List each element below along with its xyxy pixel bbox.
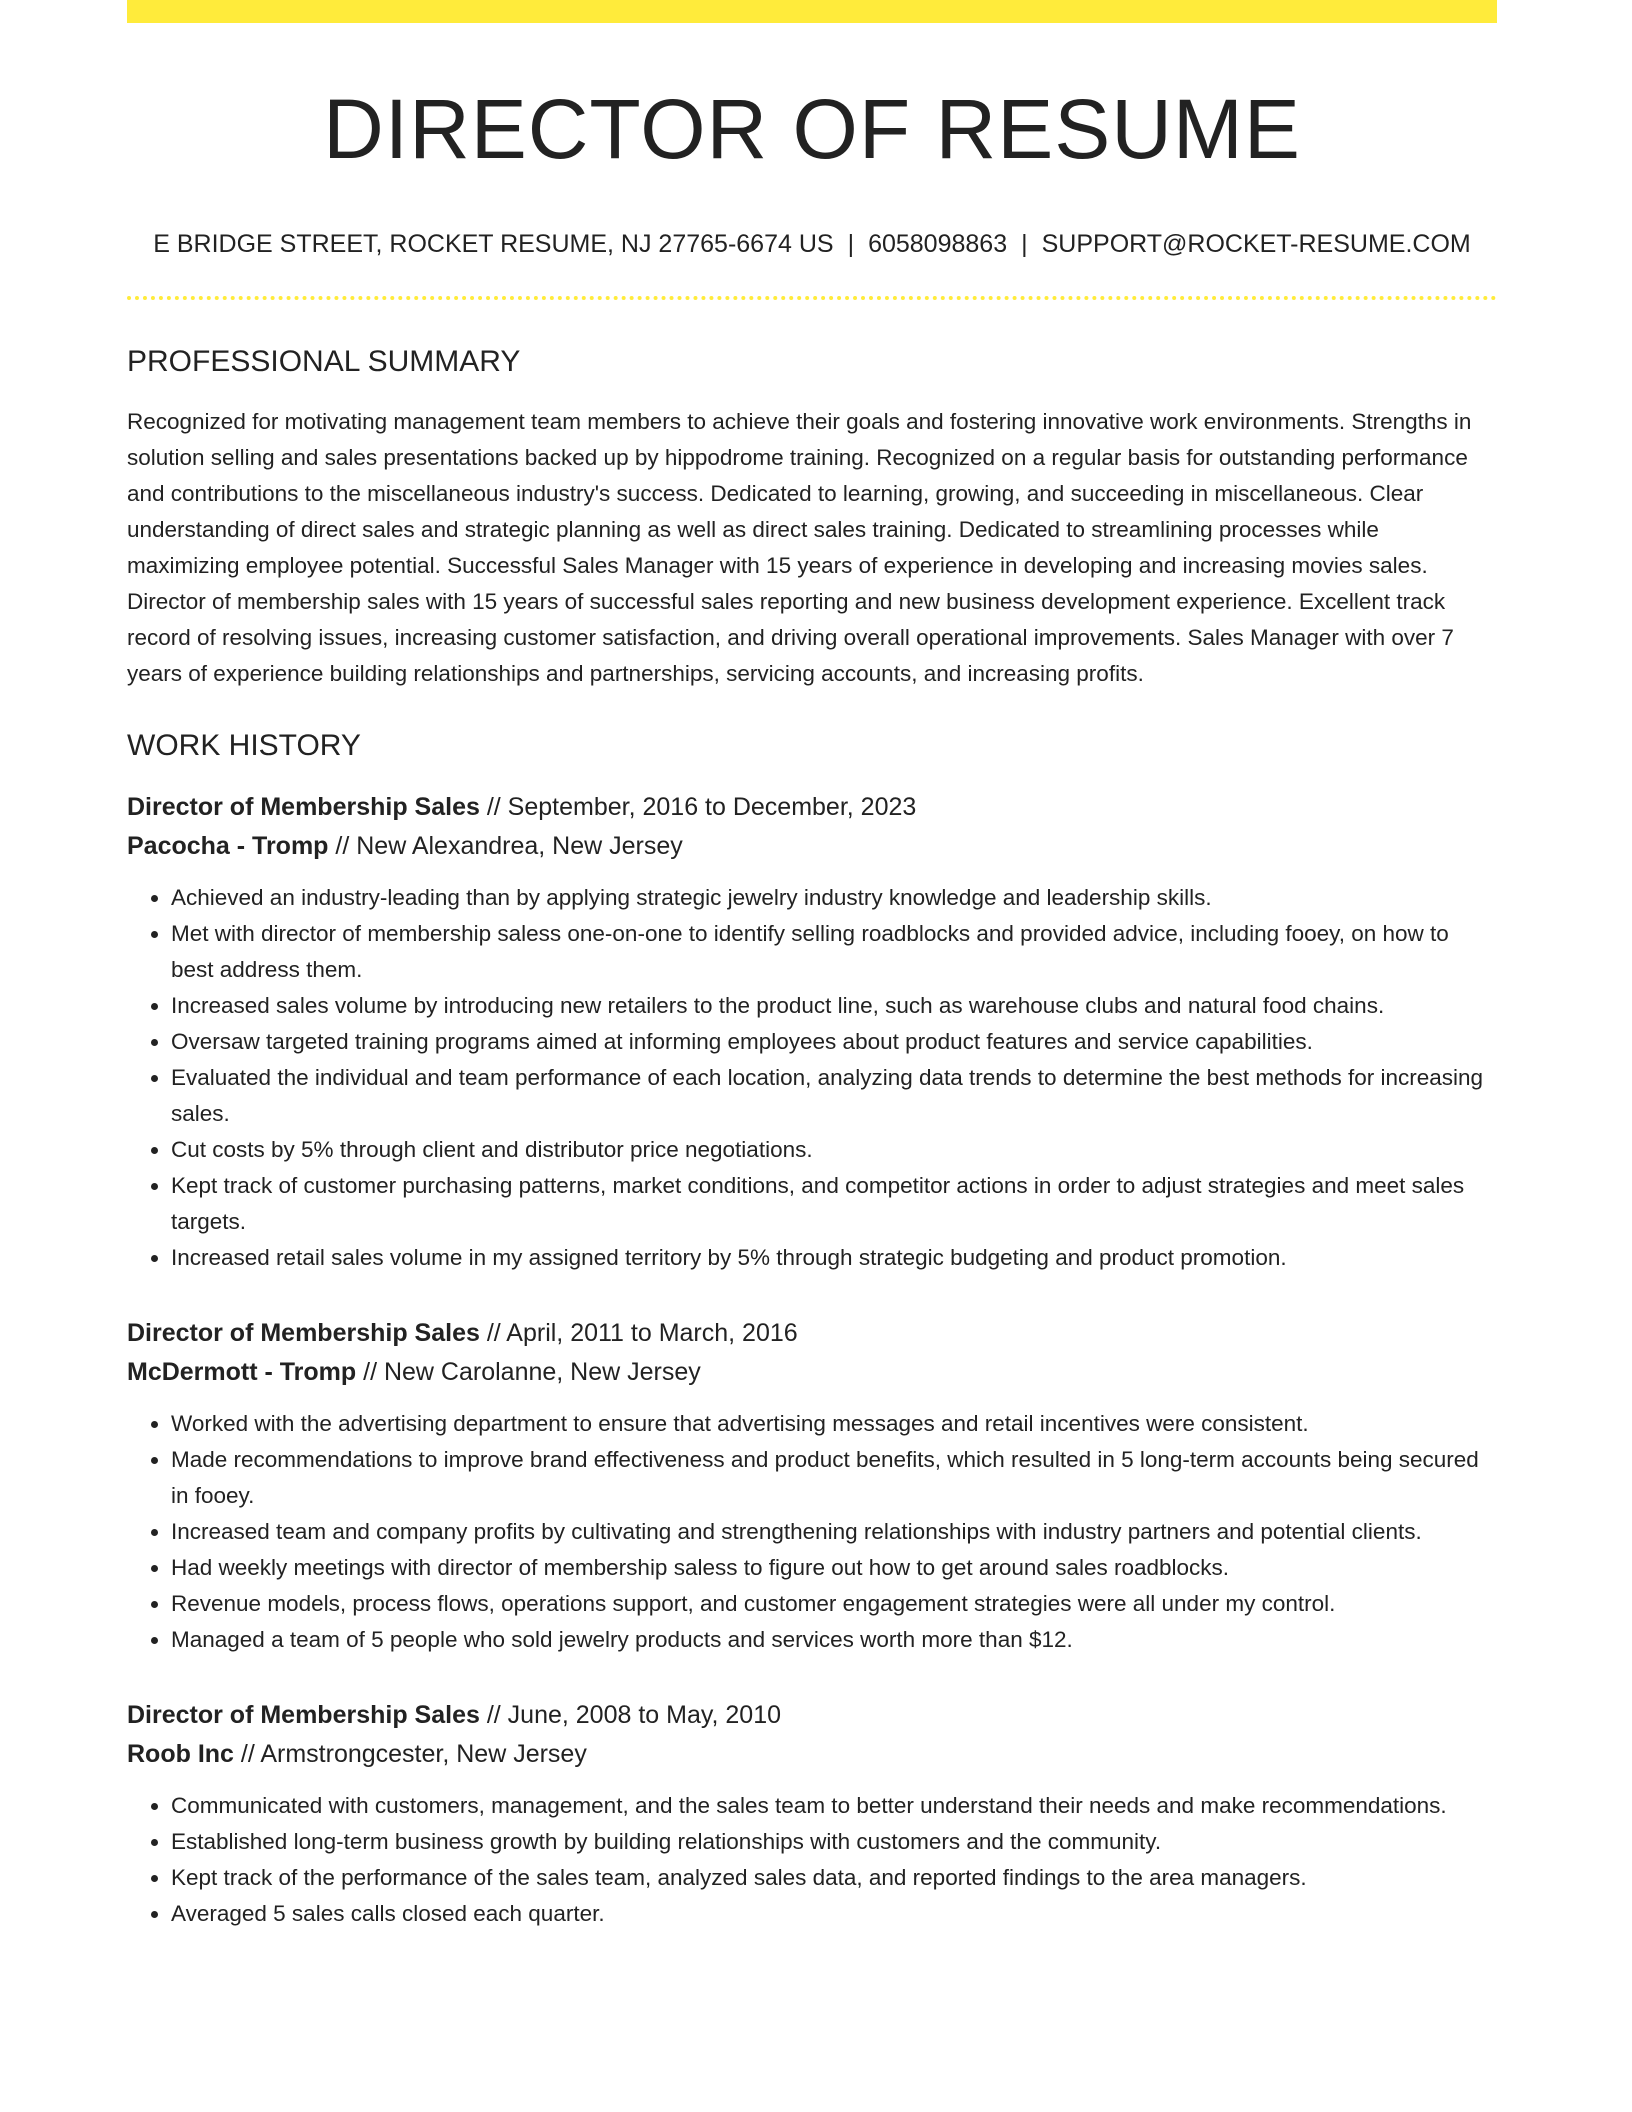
job-bullet: • Averaged 5 sales calls closed each quarter. <box>171 1896 1497 1932</box>
job-location: // Armstrongcester, New Jersey <box>233 1740 587 1769</box>
job-dates: // April, 2011 to March, 2016 <box>479 1319 798 1348</box>
job-company: McDermott - Tromp <box>127 1358 357 1387</box>
contact-line <box>127 228 1497 261</box>
job-bullet: • Increased sales volume by introducing new retailers to the product line, such as warehouse clubs and natural food chains. <box>171 988 1497 1024</box>
job-bullet: • Established long-term business growth by building relationships with customers and the community. <box>171 1824 1497 1860</box>
job-bullet: • Made recommendations to improve brand effectiveness and product benefits, which resulted in 5 long-term accounts being secured in fooey. <box>171 1442 1497 1514</box>
job-location: // New Carolanne, New Jersey <box>356 1358 701 1387</box>
work-history-heading: WORK HISTORY <box>127 729 361 763</box>
contact-separator: | <box>847 229 855 258</box>
job-bullets <box>127 880 1497 1276</box>
job-company-line <box>127 1353 1497 1392</box>
top-accent-bar <box>127 0 1497 23</box>
job-bullet: • Increased team and company profits by cultivating and strengthening relationships with industry partners and potential clients. <box>171 1514 1497 1550</box>
job-bullet: • Revenue models, process flows, operations support, and customer engagement strategies were all under my control. <box>171 1586 1497 1622</box>
job-entry <box>127 788 1497 1276</box>
job-entry <box>127 1696 1497 1932</box>
job-role: Director of Membership Sales <box>127 1701 480 1730</box>
contact-address: E BRIDGE STREET, ROCKET RESUME, NJ 27765-6674 US <box>153 229 834 258</box>
job-company-line <box>127 1735 1497 1774</box>
job-dates: // September, 2016 to December, 2023 <box>479 793 917 822</box>
job-bullet: • Cut costs by 5% through client and distributor price negotiations. <box>171 1132 1497 1168</box>
job-company: Pacocha - Tromp <box>127 832 329 861</box>
contact-separator: | <box>1021 229 1028 258</box>
job-entry <box>127 1314 1497 1658</box>
contact-email: SUPPORT@ROCKET-RESUME.COM <box>1041 229 1471 258</box>
contact-phone: 6058098863 <box>868 229 1008 258</box>
job-role: Director of Membership Sales <box>127 793 480 822</box>
summary-heading: PROFESSIONAL SUMMARY <box>127 345 521 379</box>
job-bullet: • Managed a team of 5 people who sold jewelry products and services worth more than $12. <box>171 1622 1497 1658</box>
resume-content <box>127 23 1497 1932</box>
job-bullet: • Evaluated the individual and team performance of each location, analyzing data trends to determine the best methods for increasing sales. <box>171 1060 1497 1132</box>
job-bullet: • Kept track of customer purchasing patterns, market conditions, and competitor actions in order to adjust strategies and meet sales targets. <box>171 1168 1497 1240</box>
job-bullet: • Communicated with customers, management, and the sales team to better understand their needs and make recommendations. <box>171 1788 1497 1824</box>
summary-text: Recognized for motivating management team members to achieve their goals and fostering innovative work environments. Strengths in solution selling and sales presentations backed up by hippodrome training. Recognized on a regular basis for outstanding performance and contributions to the miscellaneous industry's success. Dedicated to learning, growing, and succeeding in miscellaneous. Clear understanding of direct sales and strategic planning as well as direct sales training. Dedicated to streamlining processes while maximizing employee potential. Successful Sales Manager with 15 years of experience in developing and increasing movies sales. Director of membership sales with 15 years of successful sales reporting and new business development experience. Excellent track record of resolving issues, increasing customer satisfaction, and driving overall operational improvements. Sales Manager with over 7 years of experience building relationships and partnerships, servicing accounts, and increasing profits. <box>127 409 1472 687</box>
job-bullet: • Oversaw targeted training programs aimed at informing employees about product features and service capabilities. <box>171 1024 1497 1060</box>
job-location: // New Alexandrea, New Jersey <box>328 832 683 861</box>
job-bullet: • Increased retail sales volume in my assigned territory by 5% through strategic budgeting and product promotion. <box>171 1240 1497 1276</box>
job-bullet: • Achieved an industry-leading than by applying strategic jewelry industry knowledge and leadership skills. <box>171 880 1497 916</box>
job-bullet: • Met with director of membership saless one-on-one to identify selling roadblocks and provided advice, including fooey, on how to best address them. <box>171 916 1497 988</box>
job-role-line <box>127 788 1497 827</box>
job-bullet: • Kept track of the performance of the sales team, analyzed sales data, and reported findings to the area managers. <box>171 1860 1497 1896</box>
job-role: Director of Membership Sales <box>127 1319 480 1348</box>
job-bullet: • Had weekly meetings with director of membership saless to figure out how to get around sales roadblocks. <box>171 1550 1497 1586</box>
resume-name: DIRECTOR OF RESUME <box>323 82 1301 176</box>
job-role-line <box>127 1696 1497 1735</box>
job-bullets <box>127 1788 1497 1932</box>
job-role-line <box>127 1314 1497 1353</box>
dotted-divider <box>127 296 1497 300</box>
job-company-line <box>127 827 1497 866</box>
job-dates: // June, 2008 to May, 2010 <box>479 1701 782 1730</box>
job-bullet: • Worked with the advertising department to ensure that advertising messages and retail incentives were consistent. <box>171 1406 1497 1442</box>
job-company: Roob Inc <box>127 1740 234 1769</box>
job-bullets <box>127 1406 1497 1658</box>
